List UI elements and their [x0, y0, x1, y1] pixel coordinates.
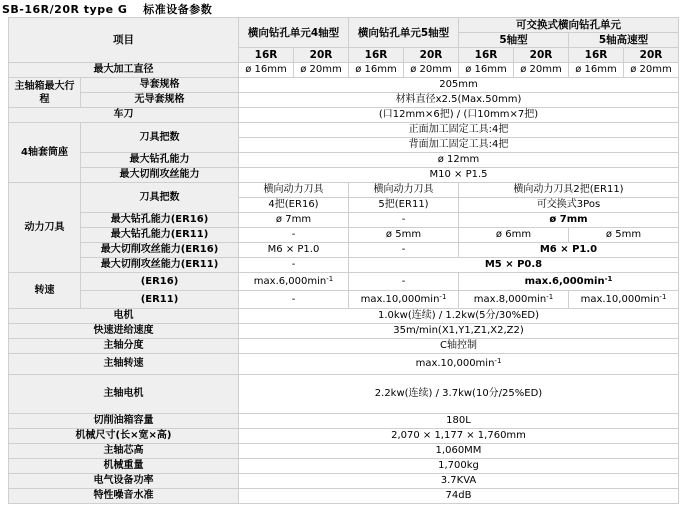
value-cell: M6 × P1.0	[459, 243, 679, 258]
power-tap16-label: 最大切削攻丝能力(ER16)	[81, 243, 239, 258]
turning-tool-label: 车刀	[9, 108, 239, 123]
row-speed-er16	[9, 273, 679, 291]
spindle-motor-label: 主轴电机	[9, 375, 239, 414]
sleeve-holder-front: 正面加工固定工具:4把	[239, 123, 679, 138]
row-stroke-noguide	[9, 93, 679, 108]
dimensions-value: 2,070 × 1,177 × 1,760mm	[239, 429, 679, 444]
row-spindle-speed	[9, 354, 679, 375]
value-cell: ø 20mm	[404, 63, 459, 78]
value-cell: ø 6mm	[459, 228, 569, 243]
power-tap11-label: 最大切削攻丝能力(ER11)	[81, 258, 239, 273]
value-cell: $\max.6,000\min^{-1}$	[459, 273, 679, 291]
weight-value: 1,700kg	[239, 459, 679, 474]
row-max-diameter	[9, 63, 679, 78]
header-20r: 20R	[404, 48, 459, 63]
row-index	[9, 339, 679, 354]
sleeve-group-label: 4轴套筒座	[9, 123, 81, 183]
header-16r: 16R	[239, 48, 294, 63]
value-cell: M6 × P1.0	[239, 243, 349, 258]
header-20r: 20R	[624, 48, 679, 63]
spindle-motor-value: 2.2kw(连续) / 3.7kw(10分/25%ED)	[239, 375, 679, 414]
sleeve-holder-back: 背面加工固定工具:4把	[239, 138, 679, 153]
value-cell: ø 16mm	[569, 63, 624, 78]
power-holder-label: 刀具把数	[81, 183, 239, 213]
coolant-value: 180L	[239, 414, 679, 429]
noise-value: 74dB	[239, 489, 679, 504]
header-axis5: 5轴型	[459, 33, 569, 48]
index-label: 主轴分度	[9, 339, 239, 354]
value-cell: -	[239, 291, 349, 309]
coolant-label: 切削油箱容量	[9, 414, 239, 429]
electric-power-value: 3.7KVA	[239, 474, 679, 489]
sleeve-drill-label: 最大钻孔能力	[81, 153, 239, 168]
power-drill16-label: 最大钻孔能力(ER16)	[81, 213, 239, 228]
row-weight	[9, 459, 679, 474]
guide-label: 导套规格	[81, 78, 239, 93]
row-sleeve-holder-front	[9, 123, 679, 138]
turning-tool-value: (口12mm×6把) / (口10mm×7把)	[239, 108, 679, 123]
power-holder-a2: 4把(ER16)	[239, 198, 349, 213]
power-drill11-label: 最大钻孔能力(ER11)	[81, 228, 239, 243]
row-power-holder-1	[9, 183, 679, 198]
row-rapid	[9, 324, 679, 339]
value-cell: ø 5mm	[349, 228, 459, 243]
power-holder-c2: 可交换式3Pos	[459, 198, 679, 213]
value-cell: ø 5mm	[569, 228, 679, 243]
value-cell: ø 20mm	[624, 63, 679, 78]
spindle-speed-label: 主轴转速	[9, 354, 239, 375]
value-cell: ø 16mm	[349, 63, 404, 78]
motor-value: 1.0kw(连续) / 1.2kw(5分/30%ED)	[239, 309, 679, 324]
max-diameter-label: 最大加工直径	[9, 63, 239, 78]
value-cell: ø 7mm	[239, 213, 349, 228]
value-cell: $\max.8,000\min^{-1}$	[459, 291, 569, 309]
header-20r: 20R	[294, 48, 349, 63]
dimensions-label: 机械尺寸(长×宽×高)	[9, 429, 239, 444]
index-value: C轴控制	[239, 339, 679, 354]
value-cell: ø 20mm	[514, 63, 569, 78]
rapid-value: 35m/min(X1,Y1,Z1,X2,Z2)	[239, 324, 679, 339]
spec-table	[8, 17, 679, 504]
header-item: 项目	[9, 18, 239, 63]
header-interchange: 可交换式横向钻孔单元	[459, 18, 679, 33]
value-cell: -	[349, 243, 459, 258]
value-cell: ø 16mm	[459, 63, 514, 78]
speed-er11-label: (ER11)	[81, 291, 239, 309]
header-16r: 16R	[349, 48, 404, 63]
power-holder-c1: 横向动力刀具2把(ER11)	[459, 183, 679, 198]
header-unit5: 横向钻孔单元5轴型	[349, 18, 459, 48]
row-sleeve-drill	[9, 153, 679, 168]
row-spindle-motor	[9, 375, 679, 414]
row-electric-power	[9, 474, 679, 489]
value-cell: M5 × P0.8	[349, 258, 679, 273]
value-cell: $\max.6,000\min^{-1}$	[239, 273, 349, 291]
noguide-value: 材料直径x2.5(Max.50mm)	[239, 93, 679, 108]
row-turning-tool	[9, 108, 679, 123]
value-cell: $\max.10,000\min^{-1}$	[569, 291, 679, 309]
motor-label: 电机	[9, 309, 239, 324]
row-motor	[9, 309, 679, 324]
header-16r: 16R	[569, 48, 624, 63]
center-height-value: 1,060MM	[239, 444, 679, 459]
row-power-tap16	[9, 243, 679, 258]
row-stroke-guide	[9, 78, 679, 93]
row-noise	[9, 489, 679, 504]
value-cell: ø 20mm	[294, 63, 349, 78]
rapid-label: 快速进给速度	[9, 324, 239, 339]
center-height-label: 主轴芯高	[9, 444, 239, 459]
header-16r: 16R	[459, 48, 514, 63]
value-cell: $\max.10,000\min^{-1}$	[349, 291, 459, 309]
electric-power-label: 电气设备功率	[9, 474, 239, 489]
value-cell: -	[239, 228, 349, 243]
header-unit4: 横向钻孔单元4轴型	[239, 18, 349, 48]
row-coolant	[9, 414, 679, 429]
header-row-1	[9, 18, 679, 33]
page-title: SB-16R/20R type G 标准设备参数	[2, 3, 213, 16]
value-cell: -	[239, 258, 349, 273]
guide-value: 205mm	[239, 78, 679, 93]
power-holder-a1: 横向动力刀具	[239, 183, 349, 198]
noguide-label: 无导套规格	[81, 93, 239, 108]
row-center-height	[9, 444, 679, 459]
row-power-drill11	[9, 228, 679, 243]
speed-er16-label: (ER16)	[81, 273, 239, 291]
sleeve-drill-value: ø 12mm	[239, 153, 679, 168]
header-20r: 20R	[514, 48, 569, 63]
sleeve-tap-label: 最大切削攻丝能力	[81, 168, 239, 183]
value-cell: ø 7mm	[459, 213, 679, 228]
row-speed-er11	[9, 291, 679, 309]
sleeve-holder-label: 刀具把数	[81, 123, 239, 153]
value-cell: -	[349, 213, 459, 228]
header-axis5hs: 5轴高速型	[569, 33, 679, 48]
power-holder-b1: 横向动力刀具	[349, 183, 459, 198]
sleeve-tap-value: M10 × P1.5	[239, 168, 679, 183]
row-power-tap11	[9, 258, 679, 273]
noise-label: 特性噪音水准	[9, 489, 239, 504]
spindle-speed-value: $\max.10,000\min^{-1}$	[239, 354, 679, 375]
row-dimensions	[9, 429, 679, 444]
stroke-group-label: 主轴箱最大行程	[9, 78, 81, 108]
value-cell: ø 16mm	[239, 63, 294, 78]
row-power-drill16	[9, 213, 679, 228]
weight-label: 机械重量	[9, 459, 239, 474]
power-holder-b2: 5把(ER11)	[349, 198, 459, 213]
value-cell: -	[349, 273, 459, 291]
speed-group-label: 转速	[9, 273, 81, 309]
row-sleeve-tap	[9, 168, 679, 183]
power-group-label: 动力刀具	[9, 183, 81, 273]
